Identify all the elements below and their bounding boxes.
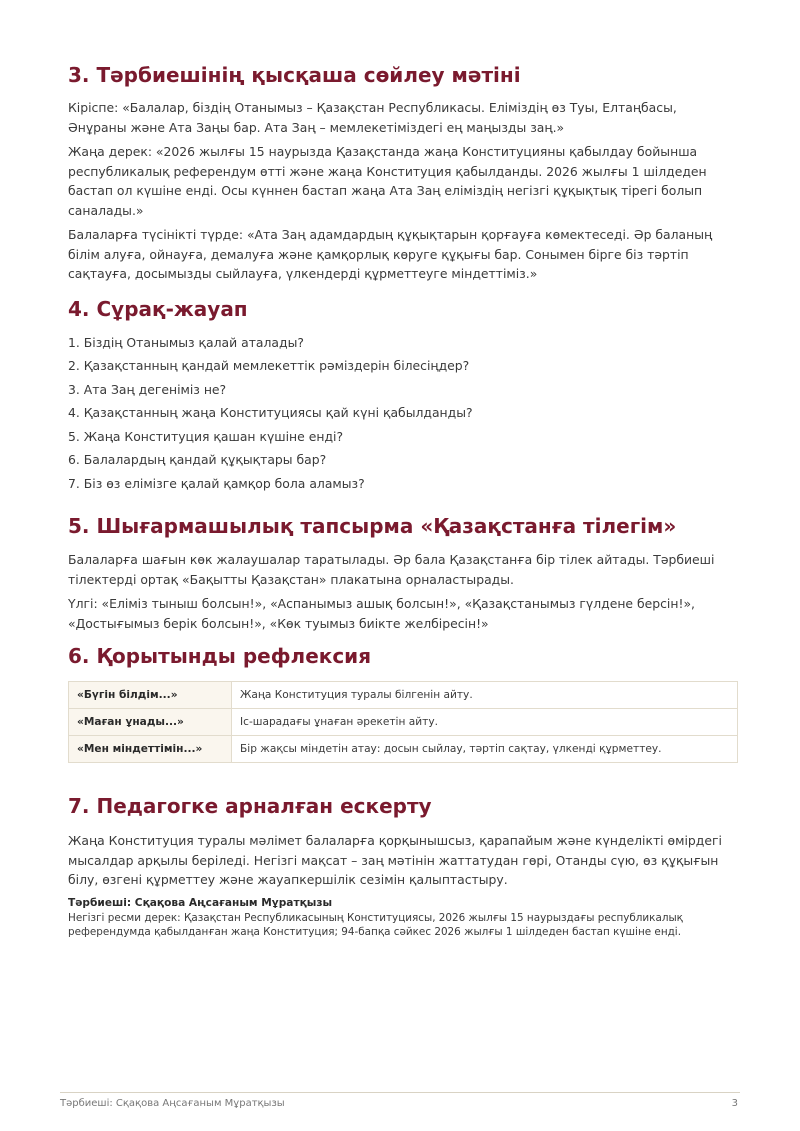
reflection-label: «Маған ұнады...» (69, 709, 232, 736)
question-item: 1. Біздің Отанымыз қалай аталады? (68, 334, 304, 350)
question-item: 2. Қазақстанның қандай мемлекеттік рәміздерін білесіңдер? (68, 358, 470, 373)
section3-heading: 3. Тәрбиешінің қысқаша сөйлеу мәтіні (68, 63, 521, 87)
reflection-value: Жаңа Конституция туралы білгенін айту. (232, 682, 738, 709)
table-row (69, 736, 738, 763)
section5-task-paragraph: Балаларға шағын көк жалаушалар таратылады. Әр бала Қазақстанға бір тілек айтады. Тәрбиеші тілектерді ортақ «Бақытты Қазақстан» плакатына орналастырады. (68, 552, 715, 587)
reflection-table (68, 681, 738, 763)
section7-heading: 7. Педагогке арналған ескерту (68, 794, 432, 818)
question-item: 3. Ата Заң дегеніміз не? (68, 381, 227, 397)
question-item: 6. Балалардың қандай құқықтары бар? (68, 452, 327, 467)
footer-author: Тәрбиеші: Сқақова Аңсағаным Мұратқызы (60, 1098, 285, 1109)
section3-intro-paragraph: Кіріспе: «Балалар, біздің Отанымыз – Қазақстан Республикасы. Еліміздің өз Туы, Елтаңбасы, Әнұраны және Ата Заңы бар. Ата Заң – мемлекетіміздегі ең маңызды заң.» (68, 100, 677, 135)
section3-news-paragraph: Жаңа дерек: «2026 жылғы 15 наурызда Қазақстанда жаңа Конституцияны қабылдау бойынша республикалық референдум өтті және жаңа Конституция қабылданды. 2026 жылғы 1 шілдеден бастап ол күшіне енді. Осы күннен бастап жаңа Ата Заң еліміздің негізгі құқықтық тірегі болып саналады.» (68, 144, 707, 218)
section5-heading: 5. Шығармашылық тапсырма «Қазақстанға тілегім» (68, 514, 677, 538)
teacher-signature: Тәрбиеші: Сқақова Аңсағаным Мұратқызы (68, 896, 333, 909)
question-item: 7. Біз өз елімізге қалай қамқор бола аламыз? (68, 475, 365, 491)
reflection-label: «Мен міндеттімін...» (69, 736, 232, 763)
footer-divider (60, 1092, 740, 1093)
page-number: 3 (731, 1098, 738, 1109)
section7-note-paragraph: Жаңа Конституция туралы мәлімет балаларға қорқынышсыз, қарапайым және күнделікті өмірдегі мысалдар арқылы беріледі. Негізгі мақсат – заң мәтінін жаттатудан гөрі, Отанды сүю, өз құқығын білу, өзгені құрметтеу және жауапкершілік сезімін қалыптастыру. (68, 833, 722, 887)
section3-explain-paragraph: Балаларға түсінікті түрде: «Ата Заң адамдардың құқықтарын қорғауға көмектеседі. Әр баланың білім алуға, ойнауға, демалуға және қамқорлық көруге құқығы бар. Сонымен бірге біз тәртіп сақтауға, досымызды сыйлауға, үлкендерді құрметтеуге міндеттіміз.» (68, 227, 713, 281)
section6-heading: 6. Қорытынды рефлексия (68, 644, 372, 668)
question-item: 5. Жаңа Конституция қашан күшіне енді? (68, 428, 344, 444)
table-row (69, 682, 738, 709)
section5-example-paragraph: Үлгі: «Еліміз тыныш болсын!», «Аспанымыз ашық болсын!», «Қазақстанымыз гүлдене берсін!», «Достығымыз берік болсын!», «Көк туымыз биікте желбіресін!» (68, 596, 695, 631)
table-row (69, 709, 738, 736)
question-list (68, 333, 738, 494)
page-content (68, 62, 738, 939)
section4-heading: 4. Сұрақ-жауап (68, 296, 248, 321)
reflection-label: «Бүгін білдім...» (69, 682, 232, 709)
source-note: Негізгі ресми дерек: Қазақстан Республикасының Конституциясы, 2026 жылғы 15 наурыздағы республикалық референдумда қабылданған жаңа Конституция; 94-бапқа сәйкес 2026 жылғы 1 шілдеден бастап күшіне енді. (68, 911, 683, 938)
question-item: 4. Қазақстанның жаңа Конституциясы қай күні қабылданды? (68, 405, 473, 420)
reflection-value: Бір жақсы міндетін атау: досын сыйлау, тәртіп сақтау, үлкенді құрметтеу. (232, 736, 738, 763)
reflection-value: Іс-шарадағы ұнаған әрекетін айту. (232, 709, 738, 736)
